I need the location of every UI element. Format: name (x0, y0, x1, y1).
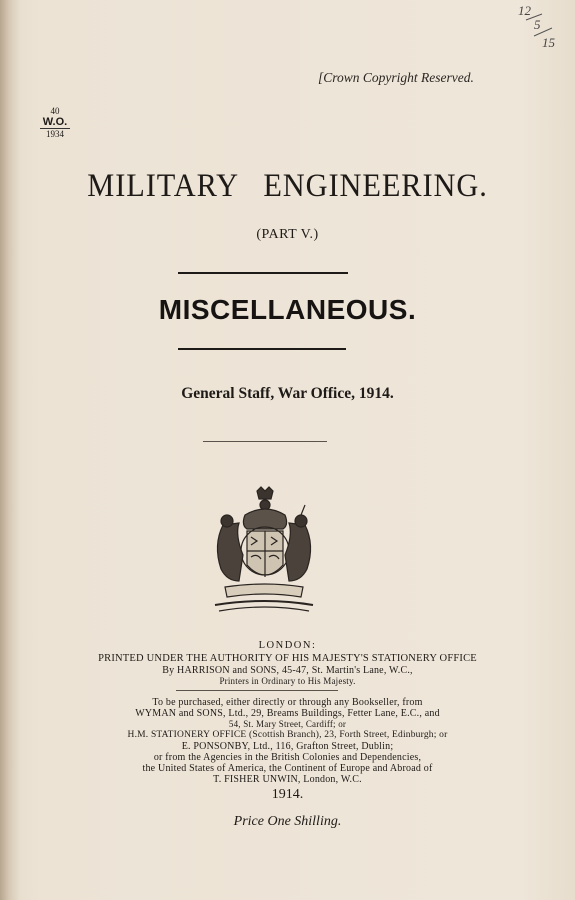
subtitle: MISCELLANEOUS. (158, 294, 417, 325)
imprint-city: LONDON: (258, 640, 317, 651)
purchase-line: or from the Agencies in the British Colonies and Dependencies, (153, 752, 422, 763)
catalogue-mark (40, 106, 70, 140)
upper-rule (178, 272, 348, 274)
handwritten-note-number: 5 (534, 17, 541, 32)
purchase-line: H.M. STATIONERY OFFICE (Scottish Branch), 23, Forth Street, Edinburgh; or (127, 730, 448, 740)
catalogue-mark-mid: W.O. (40, 117, 70, 129)
purchase-line: To be purchased, either directly or through any Bookseller, from (152, 697, 423, 708)
catalogue-mark-top: 40 (50, 106, 60, 116)
price-line: Price One Shilling. (233, 814, 342, 829)
purchase-line: T. FISHER UNWIN, London, W.C. (213, 774, 362, 785)
document-title: MILITARY ENGINEERING. (87, 168, 488, 204)
royal-coat-of-arms-icon (205, 485, 323, 615)
handwritten-note-number: 15 (542, 35, 555, 50)
lower-rule (178, 348, 346, 350)
copyright-notice: [Crown Copyright Reserved. (318, 70, 474, 85)
purchase-line: WYMAN and SONS, Ltd., 29, Breams Buildings, Fetter Lane, E.C., and (135, 708, 440, 719)
handwritten-note-number: 12 (518, 3, 531, 18)
publication-year: 1914. (271, 787, 304, 802)
handwritten-slash-marks (512, 2, 560, 50)
imprint-line: PRINTED UNDER THE AUTHORITY OF HIS MAJESTY'S STATIONERY OFFICE (98, 653, 477, 664)
purchase-line: 54, St. Mary Street, Cardiff; or (228, 719, 347, 729)
part-number: (PART V.) (256, 227, 319, 242)
imprint-line: Printers in Ordinary to His Majesty. (219, 676, 356, 686)
purchase-line: E. PONSONBY, Ltd., 116, Grafton Street, Dublin; (181, 741, 394, 752)
purchase-line: the United States of America, the Continent of Europe and Abroad of (142, 763, 433, 774)
catalogue-mark-bottom: 1934 (46, 129, 64, 139)
issuer-line: General Staff, War Office, 1914. (181, 385, 394, 402)
short-divider (203, 441, 327, 442)
handwritten-note (512, 2, 560, 50)
imprint-line: By HARRISON and SONS, 45-47, St. Martin's Lane, W.C., (162, 665, 413, 676)
imprint-divider (176, 690, 338, 691)
